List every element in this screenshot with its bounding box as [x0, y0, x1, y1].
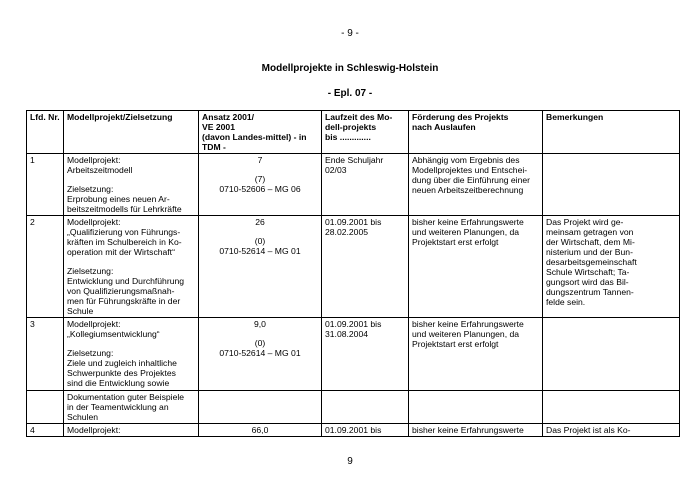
project-cell	[64, 216, 199, 318]
table-row	[27, 424, 680, 437]
budget-amount: 7	[257, 155, 263, 165]
budget-cell	[199, 391, 322, 424]
duration-cell: Ende Schuljahr 02/03	[322, 154, 409, 216]
page-marker-top: - 9 -	[341, 28, 359, 39]
budget-amount: 9,0	[254, 319, 266, 329]
project-name: Modellprojekt:	[64, 424, 199, 437]
table-row	[27, 391, 680, 424]
column-header-projekt: Modellprojekt/Zielsetzung	[64, 111, 199, 154]
duration-cell: 01.09.2001 bis 31.08.2004	[322, 318, 409, 391]
funding-cell: bisher keine Erfahrungswerte und weiteren Planungen, da Projektstart erst erfolgt	[409, 216, 543, 318]
project-name: Modellprojekt: Arbeitszeitmodell	[67, 155, 133, 175]
project-goal: Zielsetzung: Entwicklung und Durchführung von Qualifizierungsmaßnah- men für Führungskräfte in der Schule	[67, 266, 185, 316]
row-number: 2	[27, 216, 64, 318]
budget-cell	[199, 154, 322, 216]
column-header-nr: Lfd. Nr.	[27, 111, 64, 154]
project-goal: Zielsetzung: Erprobung eines neuen Ar- beitszeitmodells für Lehrkräfte	[67, 184, 182, 214]
remarks-cell	[543, 391, 680, 424]
column-header-ansatz: Ansatz 2001/ VE 2001 (davon Landes-mittel) - in TDM -	[199, 111, 322, 154]
table-row	[27, 216, 680, 318]
budget-state-share: (7)	[254, 174, 266, 184]
budget-cell	[199, 216, 322, 318]
project-cell	[64, 318, 199, 391]
project-goal: Zielsetzung: Ziele und zugleich inhaltliche Schwerpunkte des Projektes sind die Entwicklung sowie	[67, 348, 177, 388]
budget-title: 0710-52614 – MG 01	[219, 246, 301, 256]
table-row	[27, 154, 680, 216]
project-name: Modellprojekt: „Kollegiumsentwicklung“	[67, 319, 160, 339]
table-row	[27, 318, 680, 391]
budget-title: 0710-52606 – MG 06	[219, 184, 301, 194]
remarks-cell	[543, 318, 680, 391]
remarks-cell	[543, 154, 680, 216]
document-title: Modellprojekte in Schleswig-Holstein	[261, 63, 439, 74]
duration-cell: 01.09.2001 bis 28.02.2005	[322, 216, 409, 318]
remarks-cell: Das Projekt ist als Ko-	[543, 424, 680, 437]
row-number: 3	[27, 318, 64, 391]
column-header-laufzeit: Laufzeit des Mo- dell-projekts bis .............	[322, 111, 409, 154]
document-subtitle: - Epl. 07 -	[327, 88, 373, 99]
funding-cell	[409, 391, 543, 424]
page-number-bottom: 9	[347, 456, 353, 467]
table-header-row	[27, 111, 680, 154]
remarks-cell: Das Projekt wird ge- meinsam getragen von der Wirtschaft, dem Mi- nisterium und der Bun- desarbeitsgemeinschaft Schule Wirtschaft; Ta- gungsort wird das Bil- dungszentrum Tannen- felde sein.	[543, 216, 680, 318]
duration-cell	[322, 391, 409, 424]
budget-state-share: (0)	[254, 338, 266, 348]
budget-cell	[199, 318, 322, 391]
model-projects-table	[26, 110, 680, 437]
funding-cell: Abhängig vom Ergebnis des Modellprojektes und Entschei- dung über die Einführung einer neuen Arbeitszeitberechnung	[409, 154, 543, 216]
budget-amount: 66,0	[199, 424, 322, 437]
budget-title: 0710-52614 – MG 01	[219, 348, 301, 358]
project-continuation: Dokumentation guter Beispiele in der Teamentwicklung an Schulen	[64, 391, 199, 424]
row-number: 4	[27, 424, 64, 437]
row-number	[27, 391, 64, 424]
funding-cell: bisher keine Erfahrungswerte und weiteren Planungen, da Projektstart erst erfolgt	[409, 318, 543, 391]
project-name: Modellprojekt: „Qualifizierung von Führungs- kräften im Schulbereich in Ko- operation mit der Wirtschaft“	[67, 217, 182, 257]
duration-cell: 01.09.2001 bis	[322, 424, 409, 437]
funding-cell: bisher keine Erfahrungswerte	[409, 424, 543, 437]
column-header-bemerkungen: Bemerkungen	[543, 111, 680, 154]
budget-state-share: (0)	[254, 236, 266, 246]
project-cell	[64, 154, 199, 216]
column-header-foerderung: Förderung des Projekts nach Auslaufen	[409, 111, 543, 154]
row-number: 1	[27, 154, 64, 216]
budget-amount: 26	[255, 217, 265, 227]
